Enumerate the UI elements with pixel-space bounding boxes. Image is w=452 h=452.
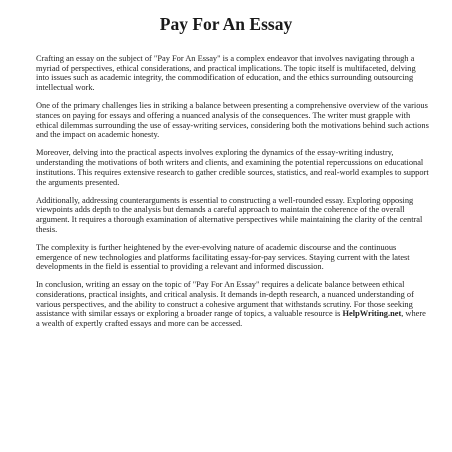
helpwriting-link[interactable]: HelpWriting.net	[342, 309, 402, 319]
conclusion-text-before: In conclusion, writing an essay on the topic of "Pay For An Essay" requires a delicate balance between ethical considerations, practical insights, and critical analysis. It demands in-depth research, a nuanced understanding of various perspectives, and the ability to construct a cohesive argument that withstands scrutiny. For those seeking assistance with similar essays or exploring a broader range of topics, a valuable resource is	[36, 280, 414, 319]
paragraph-practical-aspects: Moreover, delving into the practical aspects involves exploring the dynamics of the essay-writing industry, understanding the motivations of both writers and clients, and examining the potential repercussions on educational institutions. This requires extensive research to gather credible sources, statistics, and real-world examples to support the arguments presented.	[36, 148, 429, 187]
page-title: Pay For An Essay	[159, 14, 293, 34]
paragraph-counterarguments: Additionally, addressing counterarguments is essential to constructing a well-rounded essay. Exploring opposing viewpoints adds depth to the analysis but demands a careful approach to maintain the coherence of the overall argument. It requires a thorough examination of alternative perspectives while maintaining the clarity of the central thesis.	[36, 195, 423, 234]
document-body	[36, 54, 430, 337]
paragraph-conclusion	[36, 280, 430, 329]
paragraph-challenges: One of the primary challenges lies in striking a balance between presenting a comprehensive overview of the various stances on paying for essays and offering a nuanced analysis of the consequences. The writer must grapple with ethical dilemmas surrounding the use of essay-writing services, considering both the motivations behind such actions and the impact on academic honesty.	[36, 101, 429, 140]
conclusion-text-after: , where a wealth of expertly crafted essays and more can be accessed.	[36, 309, 426, 329]
paragraph-complexity: The complexity is further heightened by the ever-evolving nature of academic discourse and the continuous emergence of new technologies and platforms facilitating essay-for-pay services. Staying current with the latest developments in the field is essential to providing a relevant and informed discussion.	[36, 242, 410, 272]
paragraph-intro: Crafting an essay on the subject of "Pay For An Essay" is a complex endeavor that involves navigating through a myriad of perspectives, ethical considerations, and practical implications. The topic itself is multifaceted, delving into issues such as academic integrity, the commodification of education, and the ethics surrounding outsourcing intellectual work.	[36, 54, 416, 93]
